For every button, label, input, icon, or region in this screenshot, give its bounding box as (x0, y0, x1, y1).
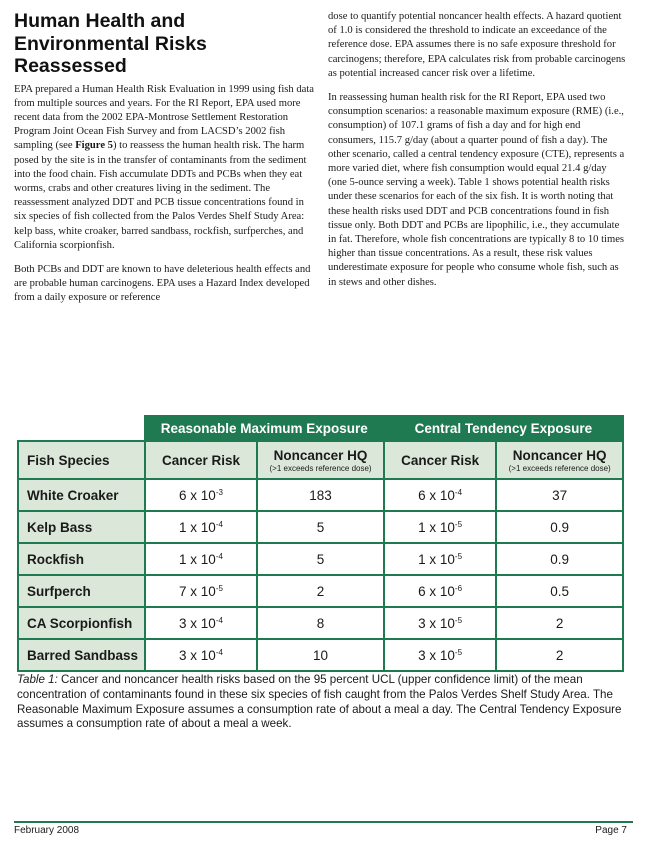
cte-cancer-risk-cell: 6 x $10^{-4}$ (384, 479, 497, 511)
blank-corner (18, 416, 145, 441)
rme-noncancer-hq-cell: 8 (257, 607, 384, 639)
page-number: Page 7 (595, 825, 627, 836)
caption-label: Table 1: (17, 673, 58, 686)
title-line: Reassessed (14, 55, 127, 77)
body-paragraph: In reassessing human health risk for the RI Report, EPA used two consumption scenarios: a reasonable maximum exposure (RME) (i.e., consumption) of 107.1 grams of fish a day and for high end consumers, 115.7 g/day (about a quarter pound of fish a day). The other scenario, called a central tendency exposure (CTE), represents a more varied diet, where fish consumption would equal 21.4 g/day (one 5-ounce serving a week). Table 1 shows potential health risks under these scenarios for each of the six fish. It is worth noting that these health risks used DDT and PCB concentrations found in fish tissue only. Both DDT and PCBs are lipophilic, i.e., they accumulate in fat. Therefore, whole fish concentrations are typically 8 to 10 times higher than tissue concentrations. As a result, these risk values underestimate exposure for people who consume whole fish, such as in stews and other dishes. (328, 92, 625, 288)
rme-cancer-risk-cell: 1 x $10^{-4}$ (145, 511, 258, 543)
health-risk-table (17, 415, 624, 672)
cte-cancer-risk-cell: 1 x $10^{-5}$ (384, 543, 497, 575)
paragraph-text: ) to reassess the human health risk. The harm posed by the site is in the transfer of contaminants from the sediment into the food chain. Fish accumulate DDTs and PCBs when they eat worms, crabs and other creatures living in the sediment. The reassessment analyzed DDT and PCB tissue concentrations found in six species of fish collected from the Palos Verdes Shelf Study Area: kelp bass, white croaker, barred sandbass, rockfish, surfperches, and California scorpionfish. (14, 140, 307, 251)
rme-noncancer-hq-cell: 183 (257, 479, 384, 511)
rme-noncancer-hq-cell: 2 (257, 575, 384, 607)
fish-species-cell: White Croaker (18, 479, 145, 511)
cte-noncancer-hq-cell: 2 (496, 607, 623, 639)
title-line: Environmental Risks (14, 32, 207, 55)
table-row (18, 511, 623, 543)
table-caption (17, 673, 623, 732)
fish-species-cell: Kelp Bass (18, 511, 145, 543)
cte-cancer-risk-cell: 3 x $10^{-5}$ (384, 607, 497, 639)
fish-species-header: Fish Species (18, 441, 145, 479)
cte-noncancer-hq-cell: 0.9 (496, 511, 623, 543)
table-row (18, 479, 623, 511)
table-row (18, 543, 623, 575)
rme-cancer-risk-cell: 6 x $10^{-3}$ (145, 479, 258, 511)
table-row (18, 575, 623, 607)
cte-cancer-risk-header: Cancer Risk (384, 441, 497, 479)
rme-cancer-risk-cell: 3 x $10^{-4}$ (145, 639, 258, 671)
rme-cancer-risk-header: Cancer Risk (145, 441, 258, 479)
body-paragraph: Both PCBs and DDT are known to have deleterious health effects and are probable human carcinogens. EPA uses a Hazard Index developed from a daily exposure or reference (14, 263, 311, 304)
title-line: Human Health and (14, 10, 186, 32)
cte-noncancer-hq-header (496, 441, 623, 479)
footer-date: February 2008 (14, 825, 80, 836)
cte-noncancer-hq-cell: 0.5 (496, 575, 623, 607)
cte-noncancer-hq-cell: 2 (496, 639, 623, 671)
cte-noncancer-hq-cell: 0.9 (496, 543, 623, 575)
rme-cancer-risk-cell: 3 x $10^{-4}$ (145, 607, 258, 639)
rme-group-header: Reasonable Maximum Exposure (145, 416, 384, 441)
cte-noncancer-hq-cell: 37 (496, 479, 623, 511)
fish-species-cell: CA Scorpionfish (18, 607, 145, 639)
rme-noncancer-hq-cell: 5 (257, 511, 384, 543)
cte-cancer-risk-cell: 3 x $10^{-5}$ (384, 639, 497, 671)
fish-species-cell: Barred Sandbass (18, 639, 145, 671)
rme-noncancer-hq-cell: 10 (257, 639, 384, 671)
fish-species-cell: Surfperch (18, 575, 145, 607)
noncancer-label: Noncancer HQ (512, 447, 607, 463)
cte-cancer-risk-cell: 6 x $10^{-6}$ (384, 575, 497, 607)
table-row (18, 639, 623, 671)
noncancer-label: Noncancer HQ (273, 447, 368, 463)
right-column (328, 10, 628, 300)
rme-cancer-risk-cell: 1 x $10^{-4}$ (145, 543, 258, 575)
column-header-row (18, 441, 623, 479)
noncancer-note: (>1 exceeds reference dose) (269, 463, 372, 473)
figure-reference: Figure 5 (75, 140, 113, 152)
noncancer-note: (>1 exceeds reference dose) (508, 463, 611, 473)
paragraph-text: EPA prepared a Human Health Risk Evaluation in 1999 using fish data from multiple sources and years. For the RI Report, EPA used more recent data from the 2002 EPA-Montrose Settlement Restoration Program Joint Ocean Fish Survey and from LACSD’s 2002 fish sampling (see (14, 83, 315, 152)
cte-group-header: Central Tendency Exposure (384, 416, 623, 441)
footer-divider (14, 821, 633, 823)
left-column (14, 10, 314, 316)
body-paragraph (14, 83, 314, 253)
rme-noncancer-hq-cell: 5 (257, 543, 384, 575)
caption-text: Cancer and noncancer health risks based on the 95 percent UCL (upper confidence limit) of the mean concentration of contaminants found in these six species of fish caught from the Palos Verdes Shelf Study Area. The Reasonable Maximum Exposure assumes a consumption rate of about a meal a day. The Central Tendency Exposure assumes a consumption rate of about a meal a week. (17, 673, 622, 731)
fish-species-cell: Rockfish (18, 543, 145, 575)
rme-noncancer-hq-header (257, 441, 384, 479)
article-title (14, 10, 314, 78)
cte-cancer-risk-cell: 1 x $10^{-5}$ (384, 511, 497, 543)
rme-cancer-risk-cell: 7 x $10^{-5}$ (145, 575, 258, 607)
table-row (18, 607, 623, 639)
body-paragraph: dose to quantify potential noncancer health effects. A hazard quotient of 1.0 is considered the threshold to indicate an exceedance of the reference dose. EPA assumes there is no safe exposure threshold for carcinogens; therefore, EPA calculates risk from probable carcinogens as potential increased cancer risk over a lifetime. (328, 11, 626, 79)
exposure-group-header-row (18, 416, 623, 441)
